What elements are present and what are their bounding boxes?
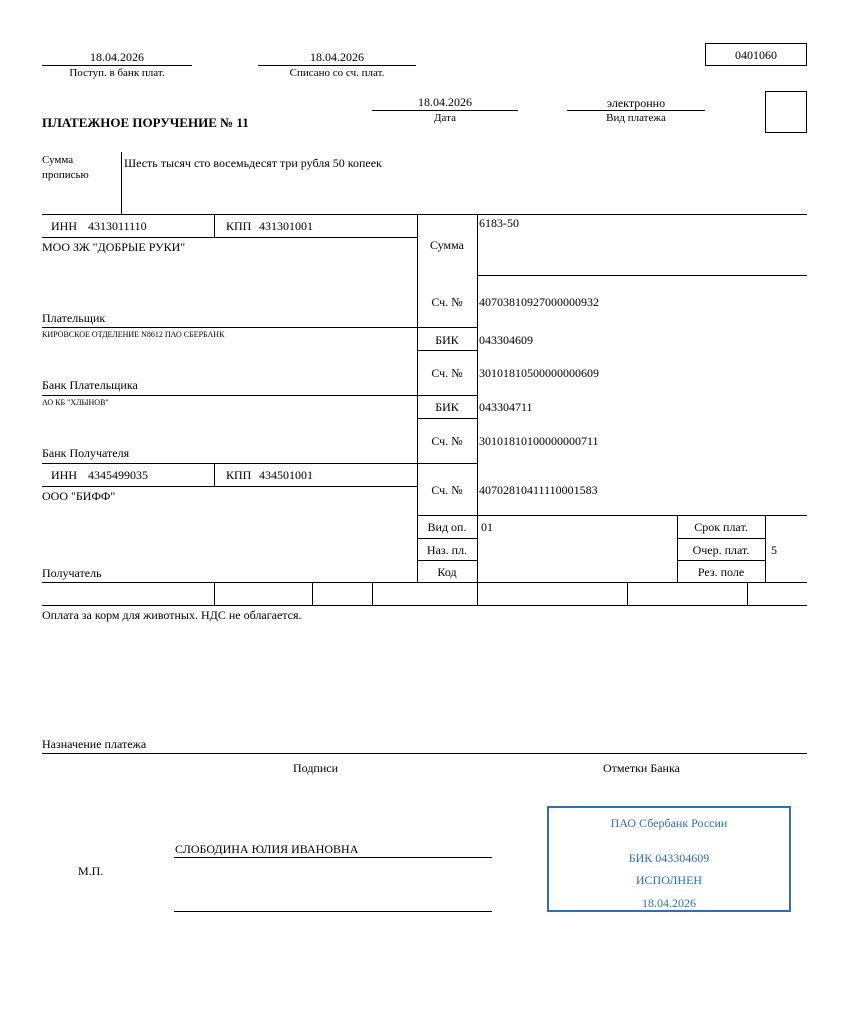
document-date-label: Дата — [434, 112, 456, 124]
payee-inn-line — [42, 486, 417, 487]
stamp-bik: БИК 043304609 — [628, 851, 710, 865]
sum-value: 6183-50 — [479, 216, 519, 230]
purpose-text: Оплата за корм для животных. НДС не облагается. — [42, 608, 302, 622]
code-label: Код — [437, 565, 457, 579]
grid-line-bottom — [42, 582, 807, 583]
grid-line-top — [42, 214, 807, 215]
bik1-line — [417, 350, 477, 351]
payment-type-line — [567, 110, 705, 111]
tax-cell-divider-5 — [627, 582, 628, 605]
payee-bank-bik: 043304711 — [479, 400, 533, 414]
payer-bottom-line — [42, 327, 477, 328]
op-row-top-line — [417, 515, 807, 516]
payee-inn-kpp-divider — [214, 463, 215, 486]
amount-words-divider — [121, 152, 122, 214]
payee-kpp-label: КПП — [226, 468, 252, 482]
purpose-bottom-line — [42, 753, 807, 754]
term-label: Срок плат. — [694, 520, 748, 534]
payee-bank-corr-label: Сч. № — [431, 434, 463, 448]
stamp-bank-name: ПАО Сбербанк России — [610, 816, 728, 830]
payer-bank-bik-label: БИК — [435, 333, 459, 347]
payer-account-label: Сч. № — [431, 295, 463, 309]
sum-label: Сумма — [430, 238, 464, 252]
payer-bank-bottom-line — [42, 395, 477, 396]
stamp-status: ИСПОЛНЕН — [635, 873, 703, 887]
mp-label: М.П. — [78, 864, 104, 878]
sum-row-line — [477, 275, 807, 276]
received-date-label: Поступ. в банк плат. — [69, 67, 165, 79]
signature-line-2 — [174, 911, 492, 912]
payer-account: 40703810927000000932 — [479, 295, 599, 309]
received-date: 18.04.2026 — [90, 50, 144, 64]
payer-label: Плательщик — [42, 311, 106, 325]
payer-kpp-label: КПП — [226, 219, 252, 233]
payer-inn: 4313011110 — [88, 219, 147, 233]
form-code: 0401060 — [735, 48, 777, 62]
purpose-label: Назначение платежа — [42, 737, 147, 751]
tax-cell-divider-6 — [747, 582, 748, 605]
payee-inn: 4345499035 — [88, 468, 148, 482]
bank-marks-label: Отметки Банка — [603, 761, 680, 775]
payee-kpp: 434501001 — [259, 468, 313, 482]
payee-bank-bottom-line — [42, 463, 477, 464]
payee-bank-corr: 30101810100000000711 — [479, 434, 599, 448]
payee-label: Получатель — [42, 566, 102, 580]
payer-bank-label: Банк Плательщика — [42, 378, 138, 392]
bik2-line — [417, 418, 477, 419]
tax-row-bottom-line — [42, 605, 807, 606]
payment-type: электронно — [606, 96, 666, 110]
payer-bank-corr-label: Сч. № — [431, 366, 463, 380]
op-row-line-1 — [417, 538, 477, 539]
term-row-line-2 — [677, 560, 765, 561]
op-type: 01 — [481, 520, 493, 534]
term-divider-right — [765, 515, 766, 582]
payer-kpp: 431301001 — [259, 219, 313, 233]
debited-date-line — [258, 65, 416, 66]
priority-label: Очер. плат. — [692, 543, 750, 557]
signatures-label: Подписи — [293, 761, 339, 775]
reserve-label: Рез. поле — [697, 565, 745, 579]
document-date: 18.04.2026 — [418, 95, 472, 109]
tax-cell-divider-2 — [312, 582, 313, 605]
payer-bank-bik: 043304609 — [479, 333, 533, 347]
purpose-code-label: Наз. пл. — [426, 543, 468, 557]
tax-cell-divider-4 — [477, 582, 478, 605]
bank-stamp — [547, 806, 791, 912]
op-row-line-2 — [417, 560, 477, 561]
amount-words-label-1: Сумма — [42, 154, 74, 166]
payee-bank-label: Банк Получателя — [42, 446, 130, 460]
signature-line-1 — [174, 857, 492, 858]
main-vertical-divider-right — [477, 214, 478, 582]
amount-words-value: Шесть тысяч сто восемьдесят три рубля 50 копеек — [124, 156, 382, 170]
document-title: ПЛАТЕЖНОЕ ПОРУЧЕНИЕ № 11 — [42, 115, 249, 130]
payer-bank-name: КИРОВСКОЕ ОТДЕЛЕНИЕ N8612 ПАО СБЕРБАНК — [42, 330, 225, 339]
payer-inn-label: ИНН — [51, 219, 77, 233]
payer-bank-corr: 30101810500000000609 — [479, 366, 599, 380]
payer-inn-kpp-divider — [214, 214, 215, 237]
debited-date-label: Списано со сч. плат. — [289, 67, 385, 79]
empty-code-box — [765, 91, 807, 133]
term-row-line-1 — [677, 538, 765, 539]
payment-type-label: Вид платежа — [606, 112, 666, 124]
amount-words-label-2: прописью — [42, 169, 89, 181]
signer-name: СЛОБОДИНА ЮЛИЯ ИВАНОВНА — [175, 842, 359, 856]
stamp-date: 18.04.2026 — [642, 896, 696, 910]
op-type-label: Вид оп. — [427, 520, 467, 534]
document-date-line — [372, 110, 518, 111]
payee-account-label: Сч. № — [431, 483, 463, 497]
received-date-line — [42, 65, 192, 66]
payer-inn-line — [42, 237, 417, 238]
tax-cell-divider-3 — [372, 582, 373, 605]
payee-account: 40702810411110001583 — [479, 483, 598, 497]
priority-value: 5 — [771, 543, 777, 557]
tax-cell-divider-1 — [214, 582, 215, 605]
payee-bank-bik-label: БИК — [435, 400, 459, 414]
payee-inn-label: ИНН — [51, 468, 77, 482]
payer-name: МОО ЗЖ "ДОБРЫЕ РУКИ" — [42, 240, 186, 254]
payee-bank-name: АО КБ "ХЛЫНОВ" — [42, 398, 109, 407]
debited-date: 18.04.2026 — [310, 50, 364, 64]
payee-name: ООО "БИФФ" — [42, 489, 116, 503]
